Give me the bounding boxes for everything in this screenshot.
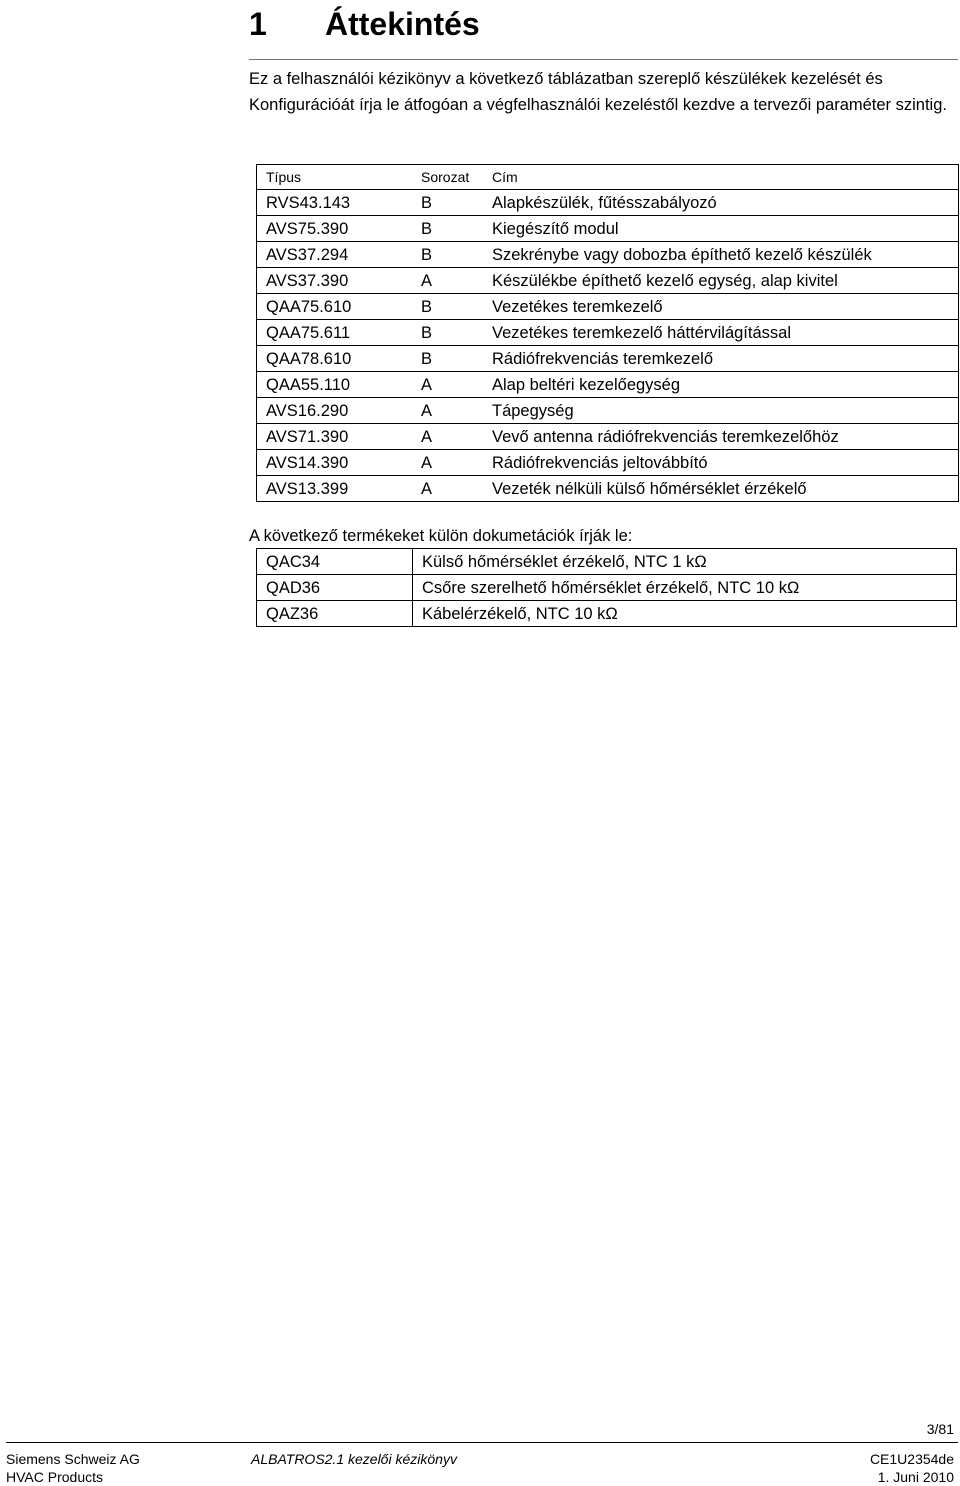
table-cell: Szekrénybe vagy dobozba építhető kezelő készülék: [483, 242, 959, 268]
table-row: [257, 242, 959, 268]
table-header-row: [257, 165, 959, 190]
heading-title: Áttekintés: [325, 6, 480, 42]
table-cell: AVS37.390: [257, 268, 413, 294]
page-heading: [249, 2, 480, 46]
table-cell: B: [412, 346, 483, 372]
footer-doc-id: CE1U2354de: [869, 1451, 954, 1467]
table-row: [257, 372, 959, 398]
sensors-intro: A következő termékeket külön dokumetációk írják le:: [249, 527, 633, 545]
footer-manual: ALBATROS2.1 kezelői kézikönyv: [251, 1451, 457, 1467]
table-row: [257, 294, 959, 320]
table-cell: Készülékbe építhető kezelő egység, alap kivitel: [483, 268, 959, 294]
table-row: [257, 190, 959, 216]
table-cell: AVS71.390: [257, 424, 413, 450]
table-cell: Kiegészítő modul: [483, 216, 959, 242]
table-row: [257, 549, 957, 575]
table-cell: Vezeték nélküli külső hőmérséklet érzékelő: [483, 476, 959, 502]
table-cell: Tápegység: [483, 398, 959, 424]
column-header: Típus: [257, 165, 413, 190]
heading-number: 1: [249, 6, 267, 42]
footer-company: Siemens Schweiz AG: [6, 1451, 140, 1467]
table-row: [257, 424, 959, 450]
table-cell: B: [412, 294, 483, 320]
devices-table: [256, 164, 959, 502]
table-cell: A: [412, 424, 483, 450]
table-row: [257, 476, 959, 502]
table-cell: A: [412, 398, 483, 424]
table-cell: Külső hőmérséklet érzékelő, NTC 1 kΩ: [413, 549, 957, 575]
heading-rule: [249, 59, 958, 60]
table-cell: Vevő antenna rádiófrekvenciás teremkezelőhöz: [483, 424, 959, 450]
table-cell: AVS37.294: [257, 242, 413, 268]
table-cell: Alapkészülék, fűtésszabályozó: [483, 190, 959, 216]
table-cell: AVS14.390: [257, 450, 413, 476]
table-row: [257, 398, 959, 424]
table-cell: B: [412, 190, 483, 216]
table-cell: A: [412, 372, 483, 398]
footer-date: 1. Juni 2010: [877, 1469, 954, 1485]
table-cell: B: [412, 216, 483, 242]
table-cell: QAC34: [257, 549, 413, 575]
table-row: [257, 450, 959, 476]
table-cell: Vezetékes teremkezelő: [483, 294, 959, 320]
table-row: [257, 575, 957, 601]
footer-left: [6, 1450, 140, 1486]
sensors-table: [256, 548, 957, 627]
page-number: 3/81: [926, 1421, 954, 1437]
table-cell: Kábelérzékelő, NTC 10 kΩ: [413, 601, 957, 627]
column-header: Sorozat: [412, 165, 483, 190]
table-row: [257, 601, 957, 627]
table-cell: B: [412, 320, 483, 346]
table-cell: AVS16.290: [257, 398, 413, 424]
footer-rule: [6, 1442, 958, 1443]
table-cell: Alap beltéri kezelőegység: [483, 372, 959, 398]
table-cell: QAZ36: [257, 601, 413, 627]
table-cell: QAA78.610: [257, 346, 413, 372]
table-cell: Vezetékes teremkezelő háttérvilágítással: [483, 320, 959, 346]
table-row: [257, 268, 959, 294]
footer-division: HVAC Products: [6, 1469, 103, 1485]
table-cell: QAA75.611: [257, 320, 413, 346]
table-cell: A: [412, 476, 483, 502]
table-cell: Csőre szerelhető hőmérséklet érzékelő, NTC 10 kΩ: [413, 575, 957, 601]
column-header: Cím: [483, 165, 959, 190]
table-cell: B: [412, 242, 483, 268]
table-cell: AVS13.399: [257, 476, 413, 502]
table-cell: RVS43.143: [257, 190, 413, 216]
table-row: [257, 346, 959, 372]
table-cell: QAD36: [257, 575, 413, 601]
intro-paragraph: Ez a felhasználói kézikönyv a következő táblázatban szereplő készülékek kezelését és Konfigurációát írja le átfogóan a végfelhasználói kezeléstől kezdve a tervezői paraméter szintig.: [249, 70, 947, 114]
table-cell: A: [412, 450, 483, 476]
table-cell: A: [412, 268, 483, 294]
table-cell: Rádiófrekvenciás teremkezelő: [483, 346, 959, 372]
table-cell: Rádiófrekvenciás jeltovábbító: [483, 450, 959, 476]
table-cell: AVS75.390: [257, 216, 413, 242]
table-cell: QAA55.110: [257, 372, 413, 398]
footer-right: [870, 1450, 954, 1486]
table-row: [257, 216, 959, 242]
table-row: [257, 320, 959, 346]
table-cell: QAA75.610: [257, 294, 413, 320]
